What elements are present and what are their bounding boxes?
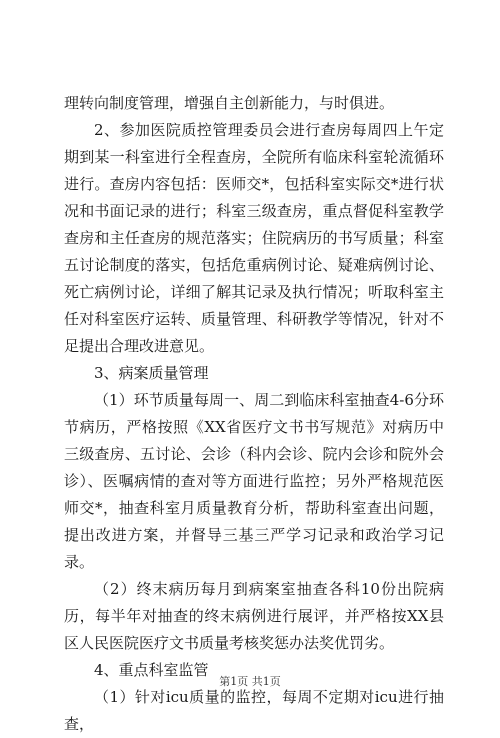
- paragraph-continuation: 理转向制度管理，增强自主创新能力，与时俱进。: [64, 94, 395, 112]
- paragraph-item-2: 2、参加医院质控管理委员会进行查房每周四上午定期到某一科室进行全程查房，全院所有临床科室轮流循环进行。查房内容包括：医师交*，包括科室实际交*进行状况和书面记录的进行；科室三级查房，重点督促科室教学查房和主任查房的规范落实；住院病历的书写质量；科室五讨论制度的落实，包括危重病例讨论、疑难病例讨论、死亡病例讨论，详细了解其记录及执行情况；听取科室主任对科室医疗运转、质量管理、科研教学等情况，针对不足提出合理改进意见。: [64, 121, 444, 355]
- page-footer: 第1页 共1页: [219, 675, 281, 688]
- document-body: [64, 90, 444, 738]
- heading-item-3: 3、病案质量管理: [94, 364, 209, 382]
- heading-item-4: 4、重点科室监管: [94, 661, 209, 679]
- paragraph-item-3-1: （1）环节质量每周一、周二到临床科室抽查4-6分环节病历，严格按照《XX省医疗文书书写规范》对病历中三级查房、五讨论、会诊（科内会诊、院内会诊和院外会诊）、医嘱病情的查对等方面进行监控；另外严格规范医师交*，抽查科室月质量教育分析，帮助科室查出问题，提出改进方案，并督导三基三严学习记录和政治学习记录。: [64, 391, 444, 571]
- paragraph-item-3-2: （2）终末病历每月到病案室抽查各科10份出院病历，每半年对抽查的终末病例进行展评，并严格按XX县区人民医院医疗文书质量考核奖惩办法奖优罚劣。: [64, 580, 444, 652]
- paragraph-item-4-1: （1）针对icu质量的监控，每周不定期对icu进行抽查，: [64, 688, 444, 733]
